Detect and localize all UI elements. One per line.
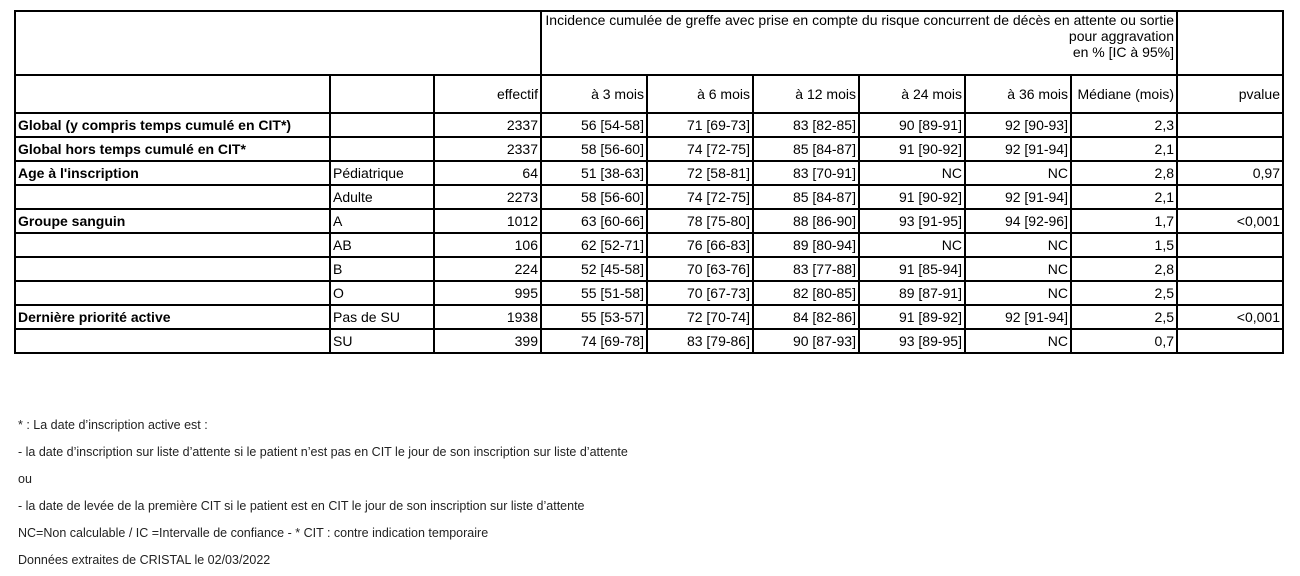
col-header-effectif: effectif [434,75,541,113]
cell-pvalue [1177,329,1283,353]
cell-24-mois: 91 [85-94] [859,257,965,281]
cell-3-mois: 58 [56-60] [541,185,647,209]
cell-6-mois: 76 [66-83] [647,233,753,257]
table-row [15,209,1283,233]
cell-24-mois: 91 [90-92] [859,137,965,161]
row-label [15,329,330,353]
col-header-6-mois: à 6 mois [647,75,753,113]
row-sublabel: Pas de SU [330,305,434,329]
cell-pvalue [1177,233,1283,257]
column-header-row [15,75,1283,113]
table-row [15,113,1283,137]
cell-12-mois: 84 [82-86] [753,305,859,329]
row-label: Groupe sanguin [15,209,330,233]
cell-mediane: 2,3 [1071,113,1177,137]
cell-6-mois: 72 [58-81] [647,161,753,185]
cell-6-mois: 72 [70-74] [647,305,753,329]
cell-3-mois: 56 [54-58] [541,113,647,137]
cell-pvalue [1177,257,1283,281]
cell-12-mois: 83 [70-91] [753,161,859,185]
row-label [15,233,330,257]
row-sublabel: A [330,209,434,233]
col-header-12-mois: à 12 mois [753,75,859,113]
cell-24-mois: 91 [90-92] [859,185,965,209]
col-header-36-mois: à 36 mois [965,75,1071,113]
row-sublabel: O [330,281,434,305]
cell-3-mois: 55 [51-58] [541,281,647,305]
cell-effectif: 1938 [434,305,541,329]
cell-mediane: 2,1 [1071,185,1177,209]
row-label [15,257,330,281]
cell-12-mois: 85 [84-87] [753,137,859,161]
table-row [15,257,1283,281]
cell-effectif: 1012 [434,209,541,233]
cell-mediane: 2,8 [1071,161,1177,185]
table-row [15,305,1283,329]
cell-12-mois: 89 [80-94] [753,233,859,257]
footnote-line: NC=Non calculable / IC =Intervalle de confiance - * CIT : contre indication temporaire [18,526,489,540]
header-title-cell [541,11,1177,75]
table-row [15,161,1283,185]
cell-effectif: 2337 [434,113,541,137]
header-unit: en % [IC à 95%] [1072,44,1174,60]
cell-12-mois: 82 [80-85] [753,281,859,305]
cell-mediane: 2,8 [1071,257,1177,281]
footnote-line: Données extraites de CRISTAL le 02/03/2022 [18,553,271,567]
row-sublabel: Adulte [330,185,434,209]
col-header-mediane: Médiane (mois) [1071,75,1177,113]
cell-12-mois: 85 [84-87] [753,185,859,209]
footnote-line: ou [18,472,32,486]
cell-effectif: 2273 [434,185,541,209]
blank-sub-header [330,75,434,113]
cell-6-mois: 78 [75-80] [647,209,753,233]
cell-6-mois: 74 [72-75] [647,185,753,209]
row-sublabel: Pédiatrique [330,161,434,185]
cell-36-mois: NC [965,329,1071,353]
row-label: Global (y compris temps cumulé en CIT*) [15,113,330,137]
cell-36-mois: 92 [91-94] [965,185,1071,209]
cell-12-mois: 88 [86-90] [753,209,859,233]
footnote-line: * : La date d’inscription active est : [18,418,208,432]
cell-3-mois: 51 [38-63] [541,161,647,185]
cell-pvalue [1177,281,1283,305]
table-row [15,185,1283,209]
table-row [15,137,1283,161]
col-header-pvalue: pvalue [1177,75,1283,113]
cell-12-mois: 83 [82-85] [753,113,859,137]
cell-3-mois: 62 [52-71] [541,233,647,257]
row-sublabel: AB [330,233,434,257]
cell-36-mois: NC [965,233,1071,257]
cell-6-mois: 74 [72-75] [647,137,753,161]
cell-mediane: 2,1 [1071,137,1177,161]
cell-24-mois: NC [859,161,965,185]
cell-pvalue [1177,185,1283,209]
cell-3-mois: 58 [56-60] [541,137,647,161]
cell-36-mois: 94 [92-96] [965,209,1071,233]
cell-effectif: 224 [434,257,541,281]
table-row [15,281,1283,305]
cell-effectif: 2337 [434,137,541,161]
cell-6-mois: 71 [69-73] [647,113,753,137]
row-sublabel [330,113,434,137]
cell-3-mois: 63 [60-66] [541,209,647,233]
table-row [15,233,1283,257]
cell-mediane: 2,5 [1071,281,1177,305]
cell-3-mois: 52 [45-58] [541,257,647,281]
cell-12-mois: 90 [87-93] [753,329,859,353]
cell-24-mois: 91 [89-92] [859,305,965,329]
cell-24-mois: 89 [87-91] [859,281,965,305]
cell-36-mois: NC [965,281,1071,305]
cell-6-mois: 70 [67-73] [647,281,753,305]
cell-36-mois: NC [965,161,1071,185]
cell-mediane: 2,5 [1071,305,1177,329]
col-header-3-mois: à 3 mois [541,75,647,113]
cell-3-mois: 55 [53-57] [541,305,647,329]
header-title: Incidence cumulée de greffe avec prise en compte du risque concurrent de décès en attente ou sortie pour aggravation [545,12,1174,44]
row-sublabel: SU [330,329,434,353]
footnote-line: - la date de levée de la première CIT si le patient est en CIT le jour de son inscription sur liste d’attente [18,499,585,513]
incidence-table [14,10,1284,354]
cell-effectif: 399 [434,329,541,353]
row-label: Age à l'inscription [15,161,330,185]
cell-6-mois: 83 [79-86] [647,329,753,353]
blank-corner-cell [15,11,541,75]
cell-24-mois: NC [859,233,965,257]
cell-effectif: 64 [434,161,541,185]
blank-header-cell [1177,11,1283,75]
cell-36-mois: 92 [91-94] [965,305,1071,329]
cell-pvalue [1177,113,1283,137]
cell-24-mois: 93 [91-95] [859,209,965,233]
title-row [15,11,1283,75]
cell-24-mois: 90 [89-91] [859,113,965,137]
cell-24-mois: 93 [89-95] [859,329,965,353]
cell-mediane: 1,5 [1071,233,1177,257]
blank-label-header [15,75,330,113]
cell-mediane: 1,7 [1071,209,1177,233]
cell-mediane: 0,7 [1071,329,1177,353]
row-label [15,281,330,305]
footnote-line: - la date d’inscription sur liste d’attente si le patient n’est pas en CIT le jour de son inscription sur liste d’attente [18,445,628,459]
cell-36-mois: NC [965,257,1071,281]
cell-36-mois: 92 [90-93] [965,113,1071,137]
cell-pvalue: <0,001 [1177,209,1283,233]
row-sublabel [330,137,434,161]
cell-effectif: 106 [434,233,541,257]
cell-36-mois: 92 [91-94] [965,137,1071,161]
cell-effectif: 995 [434,281,541,305]
footnotes [18,412,628,574]
row-sublabel: B [330,257,434,281]
table-row [15,329,1283,353]
cell-12-mois: 83 [77-88] [753,257,859,281]
row-label: Global hors temps cumulé en CIT* [15,137,330,161]
row-label: Dernière priorité active [15,305,330,329]
col-header-24-mois: à 24 mois [859,75,965,113]
cell-6-mois: 70 [63-76] [647,257,753,281]
cell-pvalue: 0,97 [1177,161,1283,185]
cell-pvalue: <0,001 [1177,305,1283,329]
row-label [15,185,330,209]
cell-pvalue [1177,137,1283,161]
cell-3-mois: 74 [69-78] [541,329,647,353]
